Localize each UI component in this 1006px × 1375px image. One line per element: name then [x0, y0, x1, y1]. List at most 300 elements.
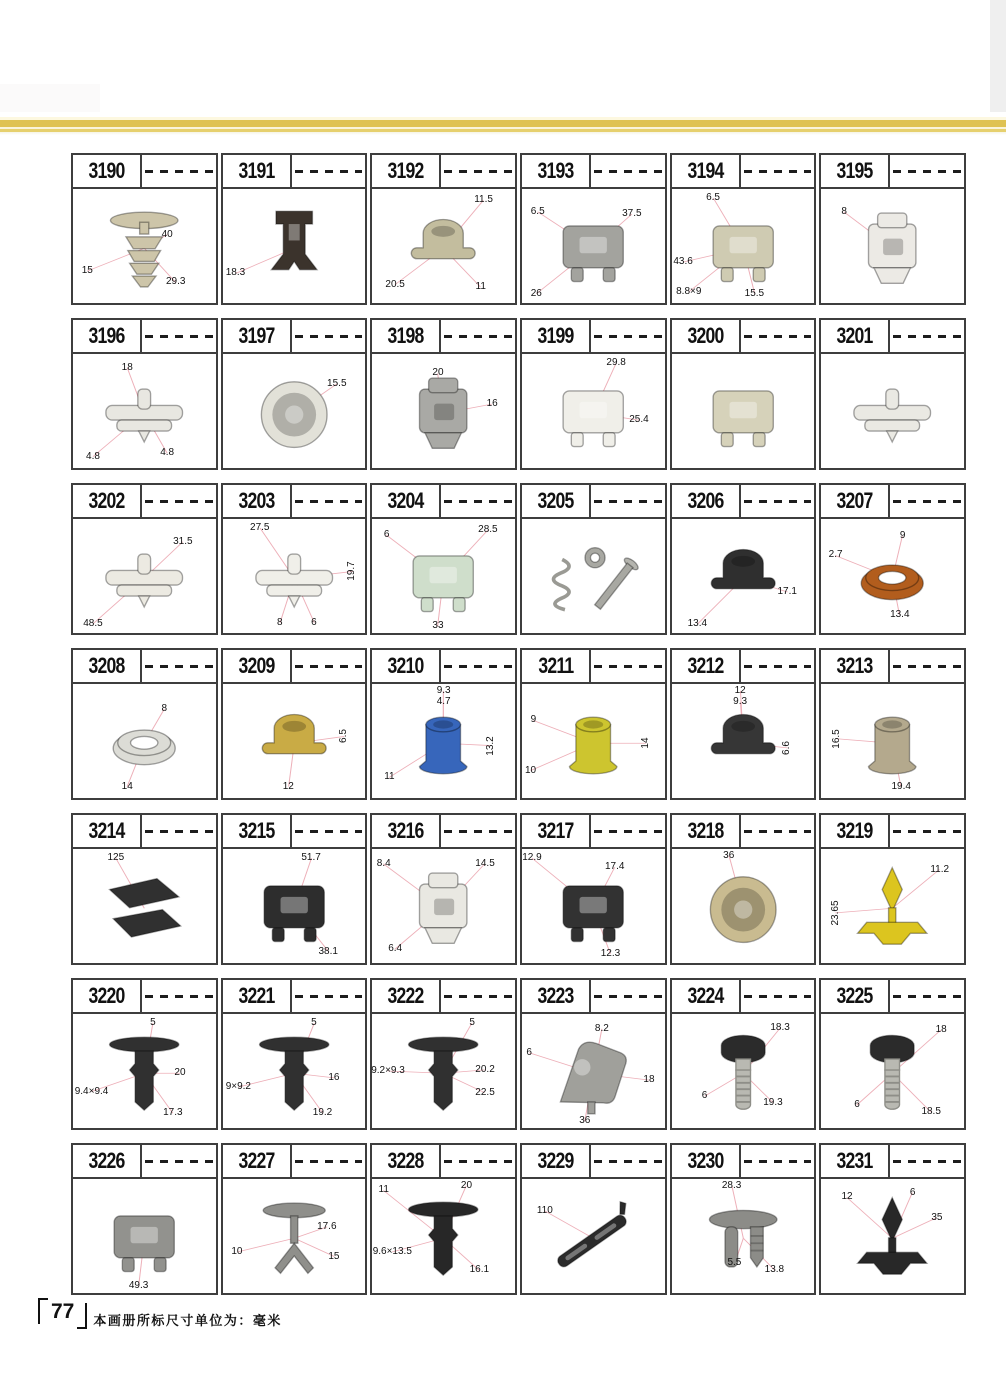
dashed-rule: [741, 980, 815, 1012]
part-photo: [522, 189, 665, 303]
dimension-label: 15.5: [327, 377, 347, 389]
part-header: [73, 485, 216, 519]
dimension-label: 18: [643, 1074, 655, 1086]
part-photo: [821, 1179, 964, 1293]
dimension-label: 6: [311, 616, 317, 628]
part-photo: [372, 519, 515, 633]
part-number-box: [821, 1145, 890, 1177]
part-number: 3204: [387, 488, 424, 513]
block-part-illustration: [389, 534, 497, 625]
part-number-box: [522, 815, 591, 847]
part-photo: [821, 684, 964, 798]
dimension-label: 13.4: [687, 617, 708, 629]
part-number-box: [223, 485, 292, 517]
part-cell-3203: [221, 483, 368, 635]
dimension-label: 13.4: [890, 608, 910, 620]
part-header: [223, 485, 366, 519]
dashed-rule: [441, 155, 515, 187]
dimension-label: 12.9: [522, 852, 542, 864]
part-header: [672, 155, 815, 189]
dimension-label: 9×9.2: [225, 1080, 251, 1092]
dimension-label: 36: [579, 1115, 591, 1127]
page-footer: [38, 1298, 282, 1329]
clip-part-illustration: [389, 369, 497, 460]
part-cell-3212: [670, 648, 817, 800]
dashed-rule: [292, 650, 366, 682]
part-header: [223, 650, 366, 684]
part-number: 3227: [238, 1148, 275, 1173]
dimension-label: 11.2: [930, 863, 950, 875]
part-photo: [672, 1179, 815, 1293]
winged-part-illustration: [240, 534, 348, 625]
part-header: [372, 1145, 515, 1179]
part-number-box: [73, 650, 142, 682]
part-number: 3217: [537, 818, 574, 843]
dimension-label: 51.7: [301, 852, 321, 864]
dimension-label: 17.1: [777, 585, 797, 597]
dashed-rule: [741, 815, 815, 847]
part-number-box: [821, 155, 890, 187]
dimension-label: 8: [276, 616, 283, 628]
dashed-rule: [741, 155, 815, 187]
part-photo: [672, 684, 815, 798]
dimension-label: 6.4: [388, 943, 403, 955]
part-header: [522, 155, 665, 189]
part-number: 3192: [387, 158, 424, 183]
dashed-rule: [591, 980, 665, 1012]
dimension-label: 10: [231, 1245, 243, 1257]
part-number: 3218: [687, 818, 724, 843]
part-cell-3205: [520, 483, 667, 635]
part-number: 3208: [88, 653, 125, 678]
dimension-label: 14: [121, 780, 133, 792]
dashed-rule: [441, 815, 515, 847]
part-cell-3194: [670, 153, 817, 305]
part-number-box: [372, 650, 441, 682]
part-photo: [821, 189, 964, 303]
panel-part-illustration: [90, 864, 198, 955]
part-photo: [672, 519, 815, 633]
dimension-label: 11: [475, 281, 486, 293]
part-number: 3220: [88, 983, 125, 1008]
part-number: 3214: [88, 818, 125, 843]
dimension-label: 17.6: [317, 1220, 337, 1232]
dimension-label: 5: [469, 1017, 475, 1029]
dimension-label: 13.2: [484, 735, 496, 756]
dimension-label: 110: [536, 1204, 553, 1216]
dimension-label: 37.5: [622, 208, 642, 220]
part-photo: [223, 684, 366, 798]
part-number: 3196: [88, 323, 125, 348]
part-photo: [372, 1014, 515, 1128]
strap-part-illustration: [536, 1194, 647, 1285]
part-cell-3191: [221, 153, 368, 305]
dashed-rule: [591, 485, 665, 517]
dimension-label: 18: [121, 361, 133, 373]
dimension-label: 8: [841, 205, 847, 217]
part-header: [372, 320, 515, 354]
part-number-box: [522, 485, 591, 517]
dimension-label: 12: [734, 684, 746, 696]
part-photo: [73, 849, 216, 963]
part-header: [821, 485, 964, 519]
part-number-box: [223, 980, 292, 1012]
part-number: 3197: [238, 323, 275, 348]
dashed-rule: [292, 815, 366, 847]
part-cell-3224: [670, 978, 817, 1130]
dimension-label: 48.5: [83, 617, 103, 629]
cylinder-part-illustration: [389, 696, 497, 790]
part-cell-3229: [520, 1143, 667, 1295]
dashed-rule: [890, 1145, 964, 1177]
part-cell-3198: [370, 318, 517, 470]
dimension-label: 5.5: [727, 1257, 742, 1269]
part-photo: [223, 189, 366, 303]
part-cell-3199: [520, 318, 667, 470]
page-number: 77: [51, 1300, 75, 1323]
part-photo: [522, 1179, 665, 1293]
part-number: 3222: [387, 983, 424, 1008]
part-photo: [672, 189, 815, 303]
part-cell-3226: [71, 1143, 218, 1295]
part-number-box: [672, 1145, 741, 1177]
part-photo: [522, 1014, 665, 1128]
part-cell-3206: [670, 483, 817, 635]
dashed-rule: [142, 485, 216, 517]
dimension-label: 36: [723, 849, 735, 861]
part-cell-3192: [370, 153, 517, 305]
dimension-label: 17.4: [604, 861, 625, 873]
dimension-label: 19.2: [312, 1107, 333, 1119]
block-part-illustration: [240, 864, 348, 955]
part-number-box: [372, 320, 441, 352]
part-photo: [372, 849, 515, 963]
part-cell-3196: [71, 318, 218, 470]
part-header: [223, 980, 366, 1014]
dashed-rule: [142, 980, 216, 1012]
part-header: [672, 980, 815, 1014]
dashed-rule: [142, 155, 216, 187]
part-number-box: [672, 155, 741, 187]
part-number-box: [672, 815, 741, 847]
dashed-rule: [441, 980, 515, 1012]
part-cell-3218: [670, 813, 817, 965]
dimension-label: 4.7: [436, 696, 451, 708]
part-number: 3224: [687, 983, 724, 1008]
part-number: 3223: [537, 983, 574, 1008]
part-photo: [821, 849, 964, 963]
part-cell-3210: [370, 648, 517, 800]
part-number-box: [672, 320, 741, 352]
part-header: [372, 815, 515, 849]
dimension-label: 6: [701, 1090, 708, 1102]
dimension-label: 2.7: [828, 549, 843, 561]
part-cell-3215: [221, 813, 368, 965]
part-photo: [672, 354, 815, 468]
dashed-rule: [890, 980, 964, 1012]
part-header: [821, 650, 964, 684]
part-number-box: [73, 815, 142, 847]
clip-part-illustration: [389, 864, 497, 955]
part-number: 3190: [88, 158, 125, 183]
dimension-label: 20: [460, 1179, 473, 1191]
parts-grid: [71, 153, 966, 1295]
part-number-box: [821, 485, 890, 517]
part-cell-3207: [819, 483, 966, 635]
dashed-rule: [142, 320, 216, 352]
part-header: [73, 1145, 216, 1179]
part-number-box: [223, 320, 292, 352]
dimension-label: 6.5: [337, 729, 349, 744]
part-header: [821, 320, 964, 354]
hook-part-illustration: [539, 1029, 647, 1120]
part-photo: [522, 519, 665, 633]
part-photo: [522, 684, 665, 798]
part-photo: [73, 354, 216, 468]
part-photo: [821, 519, 964, 633]
part-cell-3231: [819, 1143, 966, 1295]
dashed-rule: [292, 320, 366, 352]
part-number: 3213: [836, 653, 873, 678]
part-photo: [73, 1179, 216, 1293]
part-header: [672, 650, 815, 684]
part-photo: [223, 1179, 366, 1293]
part-header: [372, 980, 515, 1014]
dimension-label: 28.5: [478, 524, 498, 536]
part-photo: [372, 1179, 515, 1293]
part-number-box: [821, 650, 890, 682]
dimension-label: 40: [161, 228, 173, 240]
part-number-box: [821, 815, 890, 847]
winged-part-illustration: [90, 534, 198, 625]
part-header: [821, 155, 964, 189]
dimension-label: 20.2: [475, 1063, 495, 1075]
ring-part-illustration: [90, 699, 198, 790]
dimension-label: 18.5: [921, 1106, 941, 1118]
dimension-label: 19.3: [763, 1096, 783, 1108]
part-number-box: [73, 155, 142, 187]
part-cell-3219: [819, 813, 966, 965]
dimension-label: 14.5: [475, 857, 495, 869]
dimension-label: 5: [150, 1017, 156, 1029]
part-header: [522, 1145, 665, 1179]
part-header: [372, 650, 515, 684]
part-header: [73, 980, 216, 1014]
part-cell-3201: [819, 318, 966, 470]
block-part-illustration: [689, 204, 797, 295]
dimension-label: 18.3: [770, 1021, 790, 1033]
dashed-rule: [591, 815, 665, 847]
part-number-box: [522, 650, 591, 682]
hardware-part-illustration: [539, 534, 647, 625]
part-number-box: [522, 1145, 591, 1177]
dimension-label: 9.4×9.4: [74, 1085, 109, 1097]
dimension-label: 19.4: [891, 780, 911, 792]
part-number: 3210: [387, 653, 424, 678]
part-header: [672, 815, 815, 849]
dashed-rule: [890, 485, 964, 517]
dimension-label: 20: [174, 1067, 186, 1079]
part-number: 3226: [88, 1148, 125, 1173]
part-number: 3201: [836, 323, 873, 348]
part-header: [821, 815, 964, 849]
part-photo: [73, 1014, 216, 1128]
round-part-illustration: [689, 864, 797, 955]
dimension-label: 6: [909, 1186, 916, 1198]
dimension-label: 8.8×9: [676, 285, 702, 297]
part-cell-3220: [71, 978, 218, 1130]
part-cell-3195: [819, 153, 966, 305]
part-number: 3195: [836, 158, 873, 183]
part-number: 3219: [836, 818, 873, 843]
part-number: 3212: [687, 653, 724, 678]
part-photo: [522, 354, 665, 468]
dimension-label: 33: [432, 620, 444, 632]
part-number-box: [672, 485, 741, 517]
dimension-label: 25.4: [629, 414, 649, 426]
dimension-label: 20: [432, 367, 444, 379]
dimension-label: 9.2×9.3: [371, 1065, 405, 1076]
uclip-part-illustration: [240, 204, 348, 295]
dashed-rule: [741, 485, 815, 517]
dashed-rule: [591, 155, 665, 187]
dimension-label: 38.1: [318, 945, 338, 957]
part-header: [73, 155, 216, 189]
dashed-rule: [890, 155, 964, 187]
part-number-box: [73, 1145, 142, 1177]
part-cell-3221: [221, 978, 368, 1130]
dashed-rule: [890, 320, 964, 352]
part-number-box: [372, 980, 441, 1012]
part-header: [372, 155, 515, 189]
part-number-box: [821, 980, 890, 1012]
part-number: 3205: [537, 488, 574, 513]
part-header: [73, 320, 216, 354]
dashed-rule: [591, 320, 665, 352]
spike-part-illustration: [838, 864, 946, 955]
part-cell-3230: [670, 1143, 817, 1295]
dashed-rule: [292, 1145, 366, 1177]
dimension-label: 31.5: [173, 535, 193, 547]
part-number-box: [672, 650, 741, 682]
part-number: 3200: [687, 323, 724, 348]
top-left-highlight: [0, 84, 100, 112]
dashed-rule: [142, 815, 216, 847]
part-photo: [73, 189, 216, 303]
dimension-label: 9.6×13.5: [372, 1245, 412, 1257]
part-number-box: [672, 980, 741, 1012]
dimension-label: 28.3: [721, 1179, 742, 1191]
part-number: 3207: [836, 488, 873, 513]
part-header: [672, 485, 815, 519]
part-header: [522, 320, 665, 354]
dashed-rule: [142, 1145, 216, 1177]
part-cell-3208: [71, 648, 218, 800]
block-part-illustration: [90, 1194, 198, 1285]
part-photo: [73, 519, 216, 633]
fork-part-illustration: [240, 1194, 348, 1285]
dimension-label: 12.3: [600, 947, 621, 959]
part-header: [73, 815, 216, 849]
part-photo: [372, 684, 515, 798]
dimension-label: 20.5: [385, 278, 405, 290]
part-photo: [223, 519, 366, 633]
part-cell-3227: [221, 1143, 368, 1295]
part-cell-3200: [670, 318, 817, 470]
part-header: [821, 980, 964, 1014]
dashed-rule: [142, 650, 216, 682]
dimension-label: 9: [899, 530, 906, 542]
block-part-illustration: [539, 861, 647, 955]
cylinder-part-illustration: [838, 699, 946, 790]
dimension-label: 9.3: [733, 696, 748, 708]
dimension-label: 8: [161, 703, 168, 715]
part-header: [672, 320, 815, 354]
part-number: 3228: [387, 1148, 424, 1173]
gold-divider-band: [0, 117, 1006, 135]
dashed-rule: [292, 155, 366, 187]
part-number: 3199: [537, 323, 574, 348]
dimension-label: 29.8: [606, 357, 626, 369]
part-photo: [672, 849, 815, 963]
clip-part-illustration: [838, 204, 946, 295]
dimension-label: 6: [383, 528, 390, 540]
part-cell-3228: [370, 1143, 517, 1295]
right-bracket-icon: [77, 1303, 87, 1329]
dimension-label: 11.5: [474, 194, 493, 206]
dimension-label: 16: [486, 398, 498, 410]
dimension-label: 11: [384, 771, 395, 783]
part-number-box: [522, 980, 591, 1012]
dimension-label: 6.5: [706, 192, 720, 204]
part-cell-3209: [221, 648, 368, 800]
part-number: 3206: [687, 488, 724, 513]
dimension-label: 8.4: [376, 857, 391, 869]
dimension-label: 6.6: [781, 740, 793, 755]
part-photo: [223, 849, 366, 963]
dashed-rule: [890, 650, 964, 682]
dimension-label: 43.6: [673, 255, 693, 267]
dashed-rule: [441, 1145, 515, 1177]
part-cell-3213: [819, 648, 966, 800]
part-photo: [372, 354, 515, 468]
part-header: [372, 485, 515, 519]
part-number: 3198: [387, 323, 424, 348]
dimension-label: 12: [282, 780, 294, 792]
dimension-label: 9: [530, 714, 537, 726]
dimension-label: 14: [640, 737, 652, 749]
part-header: [223, 155, 366, 189]
units-note: 本画册所标尺寸单位为：毫米: [93, 1313, 282, 1328]
dimension-label: 9.3: [436, 684, 451, 696]
part-cell-3211: [520, 648, 667, 800]
dashed-rule: [741, 650, 815, 682]
dimension-label: 13.8: [764, 1264, 785, 1276]
dimension-label: 10: [524, 764, 537, 776]
dashed-rule: [591, 650, 665, 682]
winged-part-illustration: [90, 369, 198, 460]
part-number-box: [223, 155, 292, 187]
dimension-label: 19.7: [346, 561, 358, 582]
dimension-label: 15.5: [744, 287, 765, 299]
part-number: 3221: [238, 983, 275, 1008]
winged-part-illustration: [838, 369, 946, 460]
part-cell-3204: [370, 483, 517, 635]
dashed-rule: [292, 980, 366, 1012]
dimension-label: 12: [841, 1191, 853, 1203]
dashed-rule: [292, 485, 366, 517]
part-cell-3223: [520, 978, 667, 1130]
